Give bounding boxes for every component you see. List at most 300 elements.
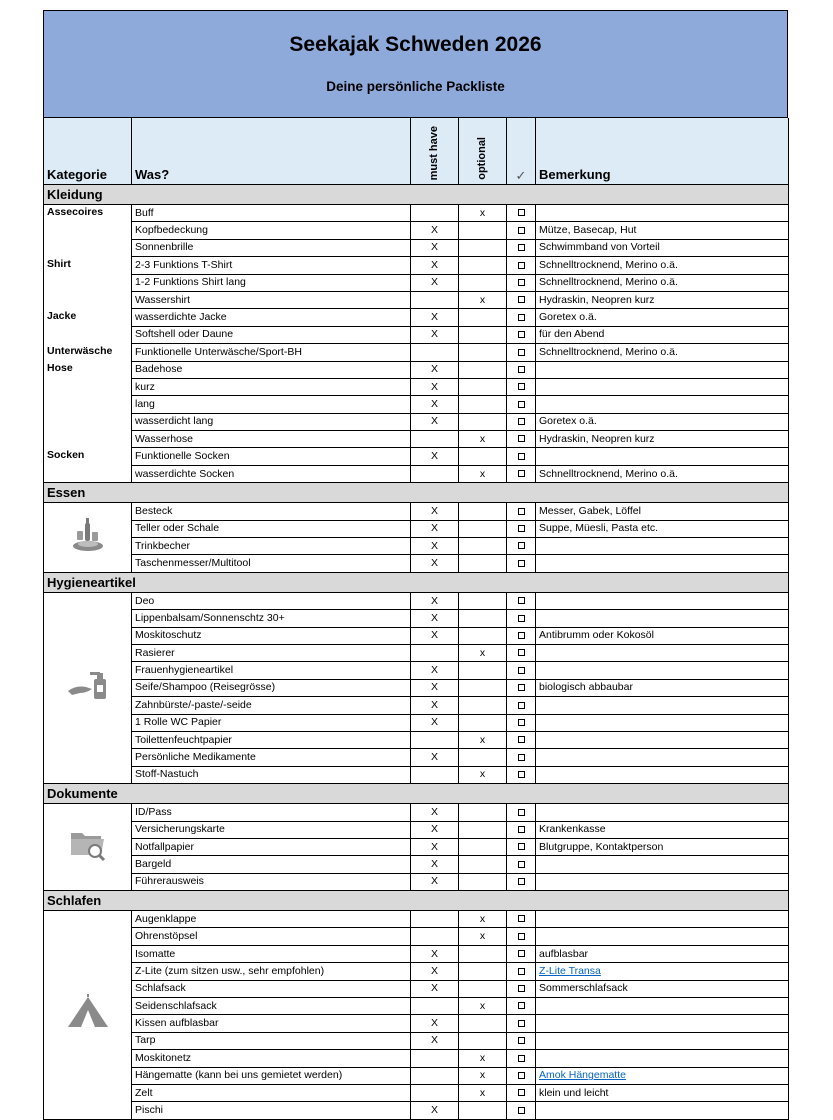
checkbox-cell[interactable] (507, 644, 536, 661)
must-have-cell: X (411, 396, 459, 413)
item-cell: Z-Lite (zum sitzen usw., sehr empfohlen) (132, 963, 411, 980)
remark-cell (536, 1032, 789, 1049)
checkbox-cell[interactable] (507, 731, 536, 748)
checkbox[interactable] (518, 771, 525, 778)
checkbox-cell[interactable] (507, 1084, 536, 1101)
checkbox[interactable] (518, 950, 525, 957)
remark-cell (536, 998, 789, 1015)
optional-cell (459, 503, 507, 520)
section-schlafen (44, 891, 789, 911)
item-cell: Funktionelle Socken (132, 448, 411, 465)
optional-cell (459, 679, 507, 696)
must-have-cell: X (411, 610, 459, 627)
checkbox-cell[interactable] (507, 697, 536, 714)
item-cell: Frauenhygieneartikel (132, 662, 411, 679)
checkbox-cell[interactable] (507, 503, 536, 520)
table-row (44, 274, 789, 291)
table-row (44, 856, 789, 873)
remark-cell: Schnelltrocknend, Merino o.ä. (536, 465, 789, 482)
must-have-cell (411, 911, 459, 928)
item-cell: Ohrenstöpsel (132, 928, 411, 945)
must-have-cell (411, 928, 459, 945)
section-kleidung (44, 185, 789, 205)
remark-cell (536, 448, 789, 465)
checkbox-cell[interactable] (507, 610, 536, 627)
must-have-cell: X (411, 592, 459, 609)
table-row (44, 205, 789, 222)
checkbox-cell[interactable] (507, 714, 536, 731)
optional-cell (459, 856, 507, 873)
item-cell: Trinkbecher (132, 538, 411, 555)
checkbox[interactable] (518, 632, 525, 639)
optional-cell: x (459, 431, 507, 448)
table-row (44, 662, 789, 679)
must-have-cell: X (411, 980, 459, 997)
must-have-cell: X (411, 873, 459, 890)
optional-cell: x (459, 1084, 507, 1101)
checkbox-cell[interactable] (507, 1032, 536, 1049)
checkbox[interactable] (518, 684, 525, 691)
checkbox-cell[interactable] (507, 239, 536, 256)
remark-cell (536, 592, 789, 609)
item-cell: Schlafsack (132, 980, 411, 997)
remark-cell: Messer, Gabek, Löffel (536, 503, 789, 520)
checkbox[interactable] (518, 1107, 525, 1114)
checkbox-cell[interactable] (507, 413, 536, 430)
table-row (44, 945, 789, 962)
remark-cell (536, 644, 789, 661)
item-cell: Rasierer (132, 644, 411, 661)
category-cell: Jacke (44, 309, 132, 326)
category-cell (44, 396, 132, 413)
table-row (44, 928, 789, 945)
checkbox[interactable] (518, 244, 525, 251)
must-have-cell: X (411, 309, 459, 326)
checkbox-cell[interactable] (507, 448, 536, 465)
optional-cell (459, 662, 507, 679)
table-row (44, 873, 789, 890)
checkbox[interactable] (518, 209, 525, 216)
checkbox-cell[interactable] (507, 431, 536, 448)
table-row (44, 396, 789, 413)
optional-cell: x (459, 644, 507, 661)
checkbox-cell[interactable] (507, 838, 536, 855)
checkbox-cell[interactable] (507, 766, 536, 783)
item-cell: Versicherungskarte (132, 821, 411, 838)
table-row (44, 911, 789, 928)
optional-cell (459, 980, 507, 997)
table-row (44, 309, 789, 326)
table-row (44, 1050, 789, 1067)
remark-cell (536, 662, 789, 679)
optional-cell (459, 963, 507, 980)
checkbox[interactable] (518, 296, 525, 303)
optional-cell (459, 749, 507, 766)
table-row (44, 679, 789, 696)
checkbox[interactable] (518, 985, 525, 992)
checkbox[interactable] (518, 435, 525, 442)
must-have-cell (411, 344, 459, 361)
checkbox[interactable] (518, 809, 525, 816)
table-row (44, 257, 789, 274)
header-check (507, 118, 536, 185)
checkbox-cell[interactable] (507, 856, 536, 873)
checkbox[interactable] (518, 366, 525, 373)
remark-cell (536, 1102, 789, 1119)
checkbox-cell[interactable] (507, 378, 536, 395)
table-row (44, 766, 789, 783)
optional-cell (459, 222, 507, 239)
must-have-cell: X (411, 838, 459, 855)
table-row (44, 749, 789, 766)
remark-cell: Schwimmband von Vorteil (536, 239, 789, 256)
checkbox-cell[interactable] (507, 945, 536, 962)
header-optional-label: optional (476, 137, 488, 180)
dining-icon (68, 546, 108, 558)
checkbox[interactable] (518, 915, 525, 922)
remark-cell: Suppe, Müesli, Pasta etc. (536, 520, 789, 537)
optional-cell: x (459, 766, 507, 783)
must-have-cell: X (411, 239, 459, 256)
table-row (44, 378, 789, 395)
checkbox[interactable] (518, 470, 525, 477)
optional-cell (459, 396, 507, 413)
folder-search-icon (68, 854, 108, 866)
must-have-cell: X (411, 448, 459, 465)
checkbox[interactable] (518, 933, 525, 940)
checkbox-cell[interactable] (507, 326, 536, 343)
must-have-cell: X (411, 538, 459, 555)
table-row (44, 239, 789, 256)
checkbox-cell[interactable] (507, 679, 536, 696)
checkbox[interactable] (518, 649, 525, 656)
checkbox[interactable] (518, 754, 525, 761)
item-cell: wasserdicht lang (132, 413, 411, 430)
item-cell: Moskitonetz (132, 1050, 411, 1067)
checkbox-cell[interactable] (507, 1067, 536, 1084)
item-cell: Notfallpapier (132, 838, 411, 855)
checkbox-cell[interactable] (507, 344, 536, 361)
checkbox-cell[interactable] (507, 291, 536, 308)
must-have-cell: X (411, 679, 459, 696)
table-row (44, 998, 789, 1015)
must-have-cell: X (411, 1015, 459, 1032)
checkbox-cell[interactable] (507, 222, 536, 239)
table-row (44, 503, 789, 520)
table-row (44, 1102, 789, 1119)
checkbox-cell[interactable] (507, 1050, 536, 1067)
header-was: Was? (132, 118, 411, 185)
item-cell: Isomatte (132, 945, 411, 962)
checkbox[interactable] (518, 1089, 525, 1096)
optional-cell (459, 326, 507, 343)
table-row (44, 963, 789, 980)
optional-cell (459, 239, 507, 256)
category-icon-cell (44, 911, 132, 1120)
must-have-cell: X (411, 714, 459, 731)
table-row (44, 555, 789, 572)
section-title: Dokumente (44, 784, 789, 804)
checkbox[interactable] (518, 560, 525, 567)
table-row (44, 804, 789, 821)
checkbox-cell[interactable] (507, 662, 536, 679)
table-row (44, 644, 789, 661)
checkbox-cell[interactable] (507, 911, 536, 928)
must-have-cell (411, 465, 459, 482)
remark-cell: Goretex o.ä. (536, 309, 789, 326)
must-have-cell: X (411, 945, 459, 962)
checkbox-cell[interactable] (507, 963, 536, 980)
remark-cell (536, 697, 789, 714)
must-have-cell (411, 1084, 459, 1101)
remark-cell (536, 749, 789, 766)
category-cell (44, 378, 132, 395)
remark-cell: Sommerschlafsack (536, 980, 789, 997)
optional-cell (459, 804, 507, 821)
optional-cell (459, 945, 507, 962)
checkbox-cell[interactable] (507, 873, 536, 890)
checkbox[interactable] (518, 331, 525, 338)
header-row (44, 118, 789, 185)
remark-cell (536, 766, 789, 783)
checkbox-cell[interactable] (507, 257, 536, 274)
checkbox[interactable] (518, 878, 525, 885)
checkbox[interactable] (518, 314, 525, 321)
header-bemerkung: Bemerkung (536, 118, 789, 185)
item-cell: Augenklappe (132, 911, 411, 928)
optional-cell (459, 627, 507, 644)
checkbox-cell[interactable] (507, 396, 536, 413)
checkbox[interactable] (518, 383, 525, 390)
must-have-cell: X (411, 222, 459, 239)
item-cell: wasserdichte Jacke (132, 309, 411, 326)
checkbox[interactable] (518, 453, 525, 460)
table-row (44, 520, 789, 537)
checkbox[interactable] (518, 1055, 525, 1062)
checkbox[interactable] (518, 349, 525, 356)
optional-cell (459, 448, 507, 465)
checkbox[interactable] (518, 279, 525, 286)
remark-cell: Krankenkasse (536, 821, 789, 838)
checkbox-cell[interactable] (507, 1015, 536, 1032)
optional-cell (459, 838, 507, 855)
category-cell (44, 326, 132, 343)
header-optional (459, 118, 507, 185)
checkbox[interactable] (518, 1037, 525, 1044)
remark-cell (536, 873, 789, 890)
checkbox-cell[interactable] (507, 309, 536, 326)
category-cell: Socken (44, 448, 132, 465)
checkbox-cell[interactable] (507, 627, 536, 644)
checkbox[interactable] (518, 667, 525, 674)
checkbox-cell[interactable] (507, 592, 536, 609)
category-cell: Assecoires (44, 205, 132, 222)
optional-cell: x (459, 911, 507, 928)
checkbox[interactable] (518, 968, 525, 975)
checkbox[interactable] (518, 525, 525, 532)
checkbox[interactable] (518, 227, 525, 234)
table-row (44, 1084, 789, 1101)
remark-cell[interactable] (536, 963, 789, 980)
remark-cell: Blutgruppe, Kontaktperson (536, 838, 789, 855)
checkbox-cell[interactable] (507, 998, 536, 1015)
checkbox[interactable] (518, 597, 525, 604)
must-have-cell: X (411, 326, 459, 343)
must-have-cell (411, 1067, 459, 1084)
item-cell: Taschenmesser/Multitool (132, 555, 411, 572)
checkbox-cell[interactable] (507, 361, 536, 378)
item-cell: Zelt (132, 1084, 411, 1101)
item-cell: Kopfbedeckung (132, 222, 411, 239)
optional-cell (459, 1015, 507, 1032)
checkbox[interactable] (518, 1002, 525, 1009)
item-cell: wasserdichte Socken (132, 465, 411, 482)
checkbox[interactable] (518, 1020, 525, 1027)
checkbox[interactable] (518, 861, 525, 868)
must-have-cell: X (411, 749, 459, 766)
must-have-cell: X (411, 413, 459, 430)
checkbox[interactable] (518, 418, 525, 425)
checkbox[interactable] (518, 702, 525, 709)
must-have-cell (411, 205, 459, 222)
item-cell: ID/Pass (132, 804, 411, 821)
optional-cell: x (459, 465, 507, 482)
checkbox-cell[interactable] (507, 980, 536, 997)
item-cell: Teller oder Schale (132, 520, 411, 537)
remark-cell: biologisch abbaubar (536, 679, 789, 696)
category-icon-cell (44, 592, 132, 783)
remark-cell: für den Abend (536, 326, 789, 343)
item-cell: Toilettenfeuchtpapier (132, 731, 411, 748)
must-have-cell (411, 291, 459, 308)
must-have-cell: X (411, 361, 459, 378)
optional-cell: x (459, 1050, 507, 1067)
optional-cell (459, 697, 507, 714)
checkbox-cell[interactable] (507, 538, 536, 555)
category-icon-cell (44, 804, 132, 891)
checkbox-cell[interactable] (507, 928, 536, 945)
must-have-cell: X (411, 503, 459, 520)
checkbox[interactable] (518, 508, 525, 515)
soap-dispenser-icon (66, 696, 110, 708)
item-cell: Führerausweis (132, 873, 411, 890)
must-have-cell: X (411, 697, 459, 714)
remark-cell (536, 555, 789, 572)
checkbox[interactable] (518, 1072, 525, 1079)
check-icon: ✓ (515, 168, 527, 183)
optional-cell (459, 592, 507, 609)
remark-cell (536, 378, 789, 395)
remark-cell: Antibrumm oder Kokosöl (536, 627, 789, 644)
must-have-cell: X (411, 963, 459, 980)
checkbox[interactable] (518, 615, 525, 622)
category-cell (44, 239, 132, 256)
table-row (44, 538, 789, 555)
packing-list-sheet (43, 10, 788, 1120)
must-have-cell (411, 766, 459, 783)
page-title: Seekajak Schweden 2026 (289, 33, 542, 56)
item-cell: Deo (132, 592, 411, 609)
must-have-cell: X (411, 804, 459, 821)
remark-cell: aufblasbar (536, 945, 789, 962)
item-cell: 2-3 Funktions T-Shirt (132, 257, 411, 274)
checkbox-cell[interactable] (507, 465, 536, 482)
checkbox[interactable] (518, 542, 525, 549)
checkbox-cell[interactable] (507, 205, 536, 222)
checkbox[interactable] (518, 826, 525, 833)
optional-cell (459, 378, 507, 395)
remark-cell: Mütze, Basecap, Hut (536, 222, 789, 239)
remark-link[interactable]: Amok Hängematte (539, 1069, 626, 1082)
item-cell: Badehose (132, 361, 411, 378)
checkbox-cell[interactable] (507, 520, 536, 537)
item-cell: Seidenschlafsack (132, 998, 411, 1015)
table-row (44, 980, 789, 997)
checkbox-cell[interactable] (507, 555, 536, 572)
must-have-cell: X (411, 821, 459, 838)
must-have-cell: X (411, 627, 459, 644)
item-cell: Softshell oder Daune (132, 326, 411, 343)
item-cell: Persönliche Medikamente (132, 749, 411, 766)
optional-cell (459, 1102, 507, 1119)
remark-cell (536, 911, 789, 928)
section-title: Essen (44, 483, 789, 503)
checkbox-cell[interactable] (507, 1102, 536, 1119)
checkbox-cell[interactable] (507, 821, 536, 838)
checkbox[interactable] (518, 262, 525, 269)
remark-cell (536, 731, 789, 748)
item-cell: kurz (132, 378, 411, 395)
must-have-cell: X (411, 274, 459, 291)
category-cell: Hose (44, 361, 132, 378)
item-cell: Zahnbürste/-paste/-seide (132, 697, 411, 714)
remark-link[interactable]: Z-Lite Transa (539, 964, 601, 977)
table-row (44, 1032, 789, 1049)
remark-cell: Hydraskin, Neopren kurz (536, 291, 789, 308)
category-icon-cell (44, 503, 132, 573)
checkbox[interactable] (518, 736, 525, 743)
item-cell: Funktionelle Unterwäsche/Sport-BH (132, 344, 411, 361)
table-row (44, 326, 789, 343)
checkbox-cell[interactable] (507, 749, 536, 766)
optional-cell (459, 821, 507, 838)
optional-cell (459, 257, 507, 274)
table-row (44, 222, 789, 239)
checkbox[interactable] (518, 401, 525, 408)
optional-cell (459, 538, 507, 555)
optional-cell (459, 413, 507, 430)
optional-cell (459, 520, 507, 537)
optional-cell: x (459, 205, 507, 222)
checkbox-cell[interactable] (507, 804, 536, 821)
optional-cell: x (459, 731, 507, 748)
table-row (44, 838, 789, 855)
optional-cell (459, 274, 507, 291)
checkbox-cell[interactable] (507, 274, 536, 291)
remark-cell (536, 1050, 789, 1067)
checkbox[interactable] (518, 843, 525, 850)
optional-cell: x (459, 928, 507, 945)
item-cell: Kissen aufblasbar (132, 1015, 411, 1032)
item-cell: 1-2 Funktions Shirt lang (132, 274, 411, 291)
remark-cell (536, 804, 789, 821)
remark-cell: Goretex o.ä. (536, 413, 789, 430)
table-row (44, 431, 789, 448)
table-row (44, 610, 789, 627)
checkbox[interactable] (518, 719, 525, 726)
remark-cell[interactable] (536, 1067, 789, 1084)
optional-cell (459, 1032, 507, 1049)
